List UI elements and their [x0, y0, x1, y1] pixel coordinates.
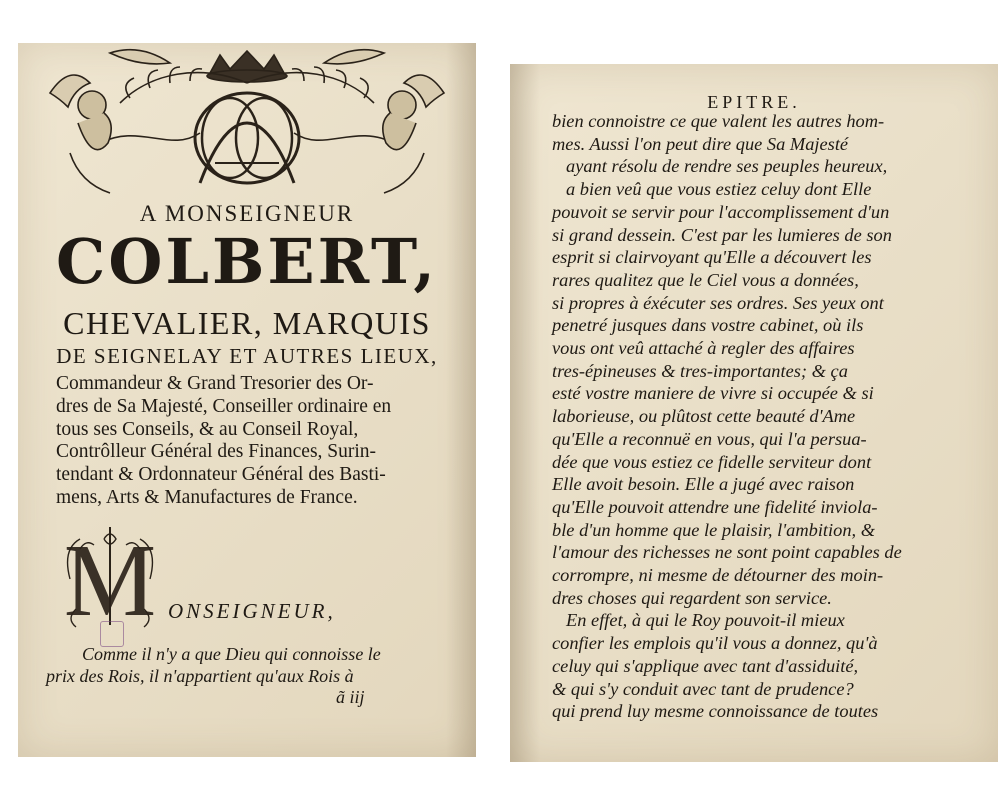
gutter-shadow — [446, 43, 476, 757]
text-line: esprit si clairvoyant qu'Elle a découvert les — [552, 247, 872, 268]
text-line: qui prend luy mesme connoissance de toutes — [552, 701, 879, 722]
text-line: corrompre, ni mesme de détourner des moin- — [552, 565, 884, 586]
salutation: ONSEIGNEUR, — [168, 599, 336, 623]
text-line: ble d'un homme que le plaisir, l'ambition, & — [552, 519, 876, 540]
opening-text — [46, 643, 446, 687]
text-line: rares qualitez que le Ciel vous a données, — [552, 269, 859, 290]
text-line: Elle avoit besoin. Elle a jugé avec raison — [552, 474, 855, 495]
opening-line: prix des Rois, il n'appartient qu'aux Rois à — [46, 666, 354, 686]
initial-letter-glyph: M — [63, 523, 157, 631]
text-line: dée que vous estiez ce fidelle serviteur dont — [552, 451, 872, 472]
dedicatee-offices — [56, 373, 454, 510]
text-line: celuy qui s'applique avec tant d'assiduité, — [552, 655, 859, 676]
offices-line: Contrôlleur Général des Finances, Surin- — [56, 441, 377, 463]
offices-line: tous ses Conseils, & au Conseil Royal, — [56, 418, 359, 440]
text-line: a bien veû que vous estiez celuy dont Elle — [566, 179, 872, 200]
opening-line: Comme il n'y a que Dieu qui connoisse le — [82, 644, 381, 664]
decorated-initial-m — [60, 519, 160, 631]
offices-line: Commandeur & Grand Tresorier des Or- — [56, 373, 374, 394]
text-line: ayant résolu de rendre ses peuples heureux, — [566, 156, 888, 177]
dedicatee-name: COLBERT, — [56, 225, 438, 298]
text-line: qu'Elle pouvoit attendre une fidelité inviola- — [552, 496, 878, 517]
text-line: & qui s'y conduit avec tant de prudence? — [552, 678, 854, 699]
offices-line: dres de Sa Majesté, Conseiller ordinaire en — [56, 395, 392, 417]
epistle-text — [552, 110, 972, 723]
text-line: dres choses qui regardent son service. — [552, 587, 832, 608]
dedicatee-title-line-1: CHEVALIER, MARQUIS — [63, 305, 431, 341]
text-line: si propres à éxécuter ses ordres. Ses yeux ont — [552, 292, 884, 313]
text-line: vous ont veû attaché à regler des affaires — [552, 338, 855, 359]
text-line: penetré jusques dans vostre cabinet, où ils — [552, 315, 864, 336]
text-line: bien connoistre ce que valent les autres hom- — [552, 111, 885, 131]
offices-line: mens, Arts & Manufactures de France. — [56, 486, 358, 508]
gutter-shadow — [510, 64, 540, 762]
text-line: laborieuse, ou plûtost cette beauté d'Ame — [552, 406, 856, 427]
text-line: pouvoit se servir pour l'accomplissement d'un — [552, 201, 890, 222]
text-line: si grand dessein. C'est par les lumieres de son — [552, 224, 892, 245]
dedicatee-title-line-2: DE SEIGNELAY ET AUTRES LIEUX, — [56, 344, 438, 368]
text-line: confier les emplois qu'il vous a donnez, qu'à — [552, 633, 878, 654]
dedication-heading: A MONSEIGNEUR — [139, 201, 355, 226]
text-line: mes. Aussi l'on peut dire que Sa Majesté — [552, 133, 849, 154]
text-line: qu'Elle a reconnuë en vous, qui l'a persua- — [552, 428, 867, 449]
offices-line: tendant & Ordonnateur Général des Basti- — [56, 464, 386, 486]
text-line: En effet, à qui le Roy pouvoit-il mieux — [566, 610, 845, 631]
crowned-monogram-vignette — [30, 43, 464, 201]
left-page — [18, 43, 476, 757]
running-head: EPITRE. — [707, 92, 801, 112]
signature-mark: ã iij — [336, 687, 365, 707]
text-line: esté vostre maniere de vivre si occupée & si — [552, 383, 874, 404]
right-page — [510, 64, 998, 762]
text-line: tres-épineuses & tres-importantes; & ça — [552, 360, 848, 381]
text-line: l'amour des richesses ne sont point capables de — [552, 542, 902, 563]
